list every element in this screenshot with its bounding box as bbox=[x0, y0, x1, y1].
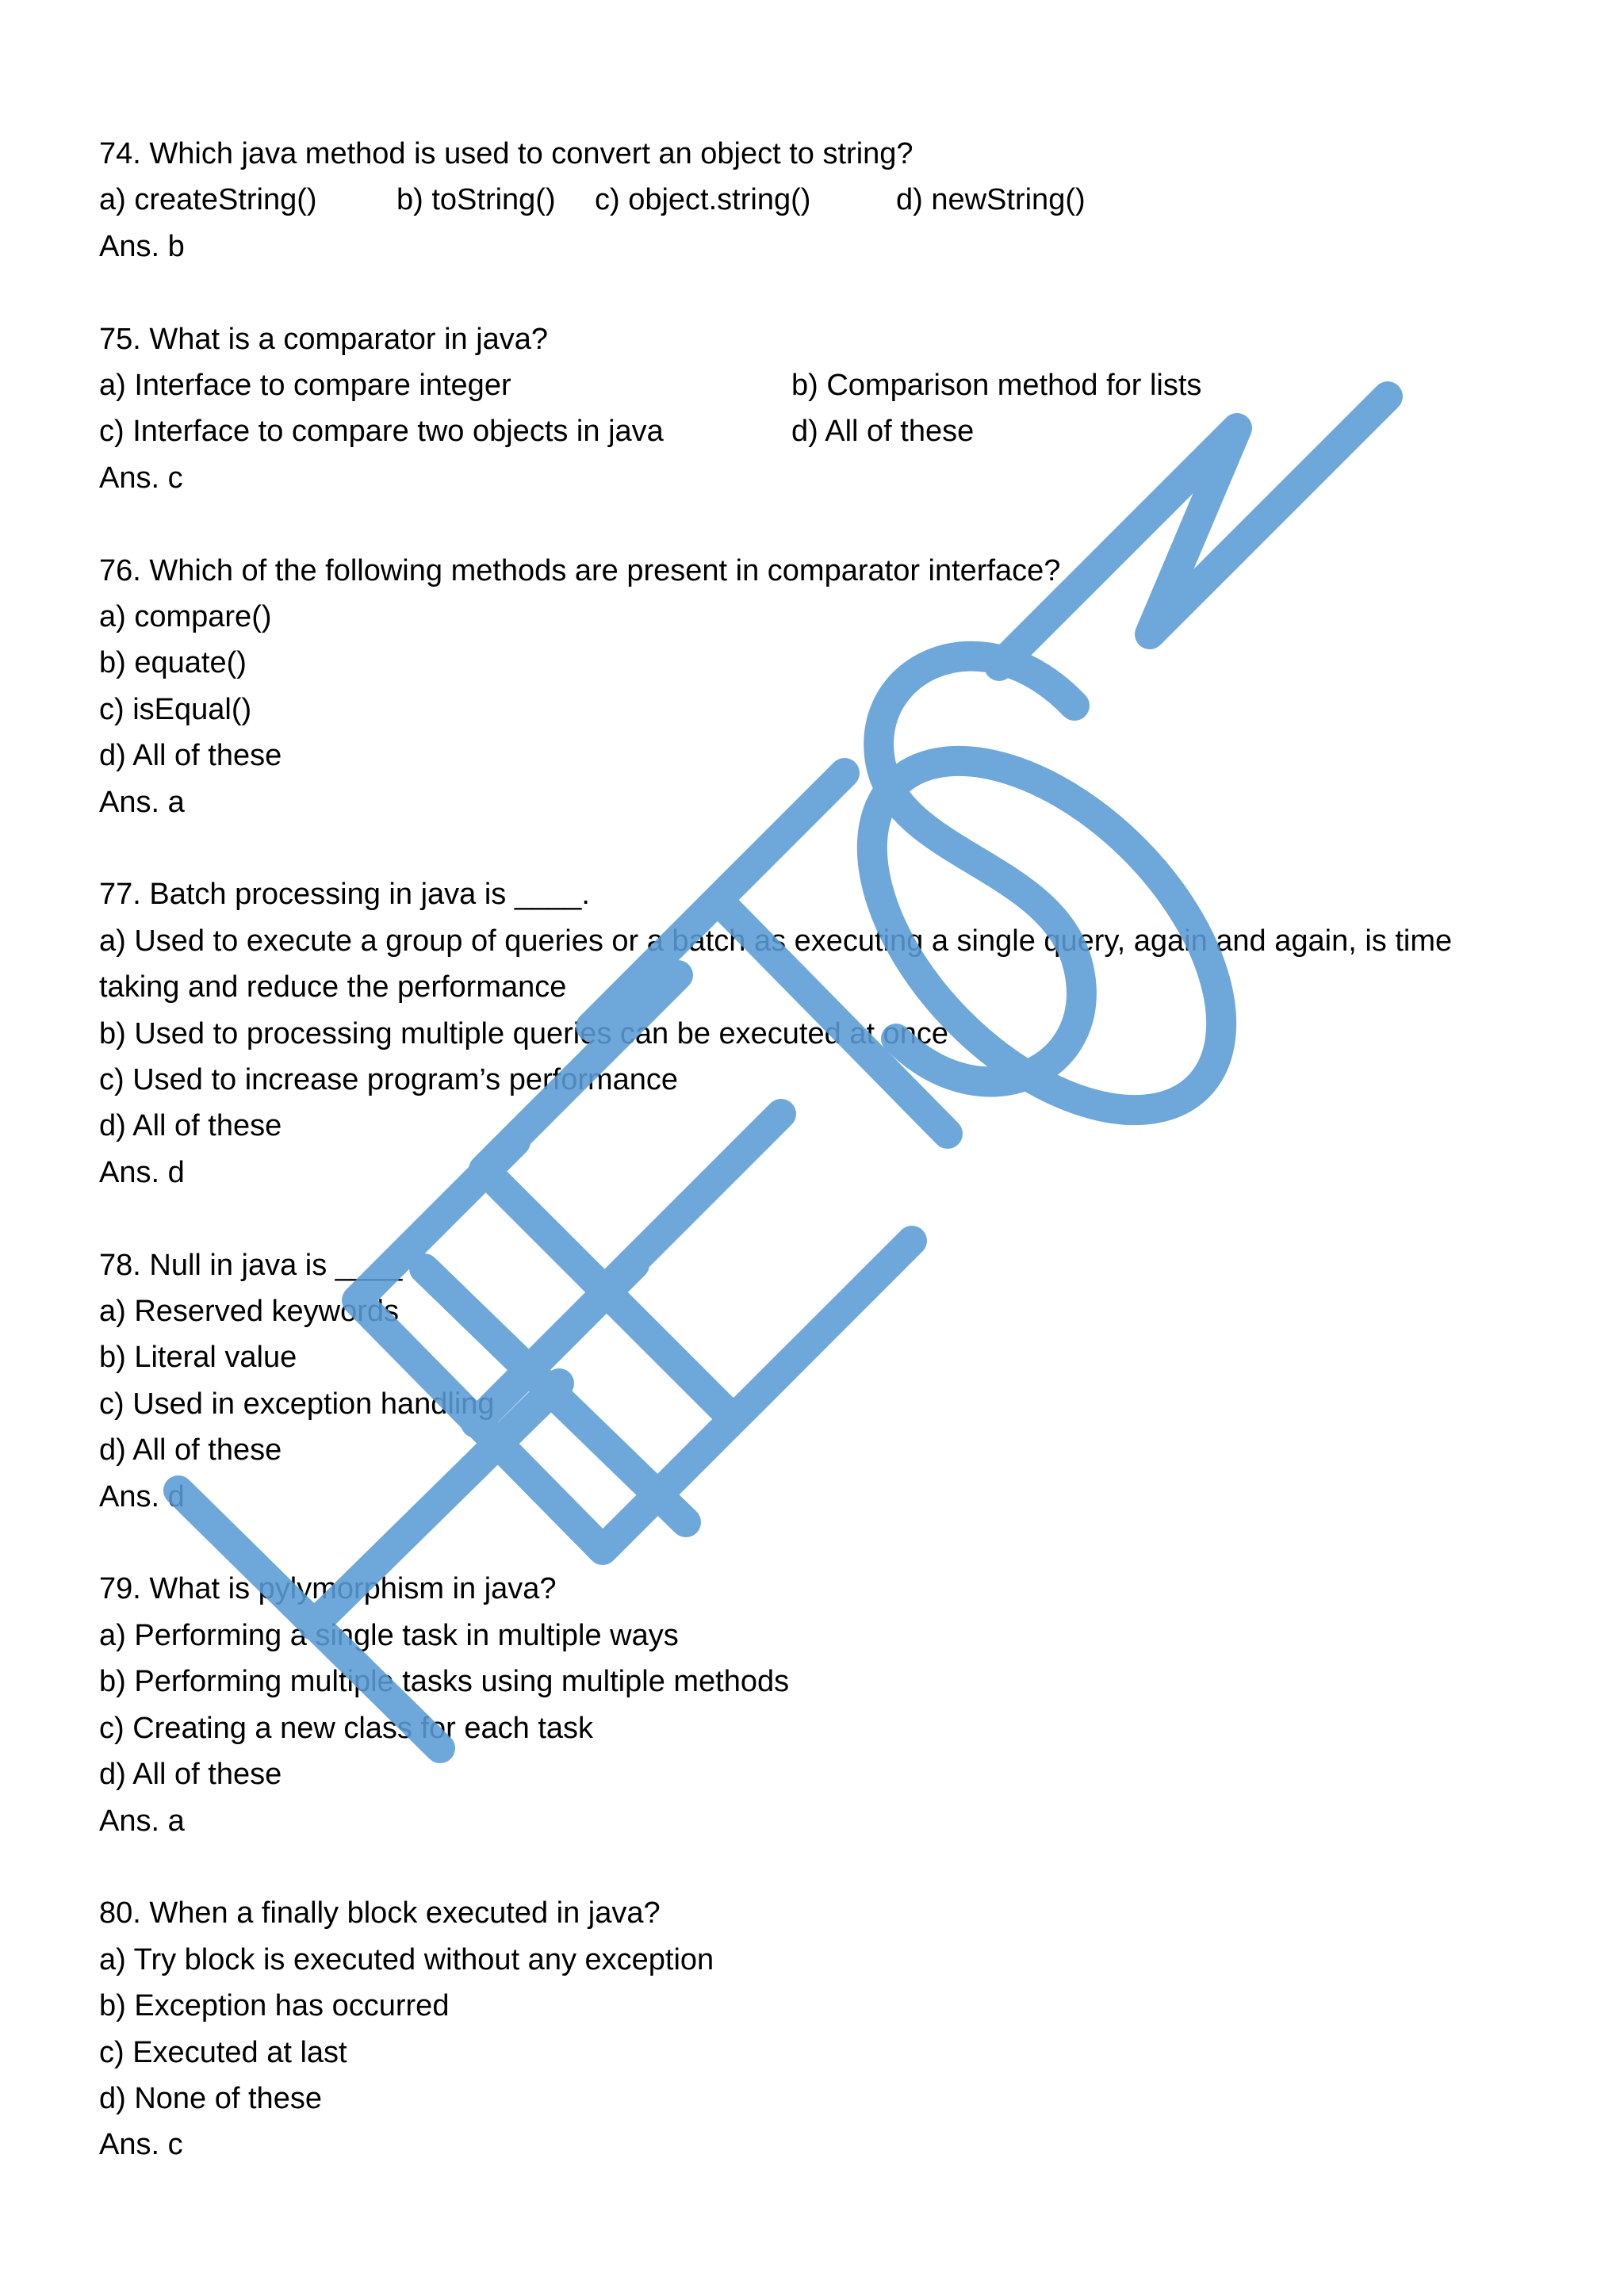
option-d: d) All of these bbox=[99, 1758, 282, 1792]
option-b: b) Used to processing multiple queries can be executed at once bbox=[99, 1016, 948, 1050]
answer-text: Ans. a bbox=[99, 1804, 185, 1838]
option-c: c) isEqual() bbox=[99, 692, 252, 726]
option-a: a) Used to execute a group of queries or a batch as executing a single query, again and again, is time taking and reduce the performance bbox=[99, 924, 1453, 1004]
option-d: d) All of these bbox=[99, 1109, 282, 1143]
question-text: 77. Batch processing in java is ____. bbox=[99, 878, 590, 912]
option-b: b) toString() bbox=[396, 183, 556, 217]
answer-text: Ans. a bbox=[99, 785, 185, 819]
question-text: 74. Which java method is used to convert an object to string? bbox=[99, 137, 914, 170]
option-d: d) All of these bbox=[99, 1433, 282, 1468]
option-a: a) Reserved keywords bbox=[99, 1295, 400, 1329]
question-block-80 bbox=[99, 1890, 1534, 2168]
answer-text: Ans. c bbox=[99, 461, 183, 495]
option-c: c) object.string() bbox=[595, 183, 811, 217]
question-block-78 bbox=[99, 1242, 1534, 1520]
option-c: c) Creating a new class for each task bbox=[99, 1711, 594, 1745]
option-b: b) Literal value bbox=[99, 1341, 297, 1375]
question-text: 75. What is a comparator in java? bbox=[99, 322, 549, 356]
option-d: d) newString() bbox=[896, 183, 1086, 217]
answer-text: Ans. d bbox=[99, 1155, 185, 1189]
option-c: c) Used to increase program’s performance bbox=[99, 1063, 679, 1097]
options-row bbox=[99, 362, 1534, 408]
option-a: a) Try block is executed without any exception bbox=[99, 1942, 714, 1976]
answer-text: Ans. b bbox=[99, 229, 185, 263]
option-c: c) Executed at last bbox=[99, 2035, 347, 2069]
question-list bbox=[99, 131, 1534, 2168]
question-block-77 bbox=[99, 871, 1534, 1196]
spacer bbox=[99, 825, 1534, 871]
spacer bbox=[99, 1196, 1534, 1242]
question-block-75 bbox=[99, 316, 1534, 502]
spacer bbox=[99, 270, 1534, 316]
option-c: c) Interface to compare two objects in java bbox=[99, 415, 664, 449]
spacer bbox=[99, 501, 1534, 547]
question-block-79 bbox=[99, 1566, 1534, 1843]
spacer bbox=[99, 1844, 1534, 1890]
option-a: a) compare() bbox=[99, 599, 272, 633]
option-d: d) All of these bbox=[791, 415, 975, 449]
option-b: b) Performing multiple tasks using multiple methods bbox=[99, 1665, 790, 1699]
answer-text: Ans. c bbox=[99, 2128, 183, 2162]
option-d: d) All of these bbox=[99, 739, 282, 773]
option-a: a) createString() bbox=[99, 183, 317, 217]
question-block-76 bbox=[99, 548, 1534, 825]
option-a: a) Performing a single task in multiple ways bbox=[99, 1618, 679, 1652]
question-text: 76. Which of the following methods are present in comparator interface? bbox=[99, 553, 1061, 587]
options-row bbox=[99, 408, 1534, 454]
options-row bbox=[99, 177, 1534, 223]
question-text: 78. Null in java is ____ bbox=[99, 1248, 403, 1282]
question-block-74 bbox=[99, 131, 1534, 270]
question-text: 80. When a finally block executed in java? bbox=[99, 1896, 661, 1931]
option-a: a) Interface to compare integer bbox=[99, 369, 511, 402]
option-b: b) Exception has occurred bbox=[99, 1989, 450, 2023]
option-c: c) Used in exception handling bbox=[99, 1387, 495, 1421]
option-d: d) None of these bbox=[99, 2081, 322, 2115]
answer-text: Ans. d bbox=[99, 1479, 185, 1513]
option-b: b) Comparison method for lists bbox=[791, 369, 1202, 402]
option-b: b) equate() bbox=[99, 646, 247, 680]
question-text: 79. What is pylymorphism in java? bbox=[99, 1572, 557, 1606]
spacer bbox=[99, 1520, 1534, 1566]
